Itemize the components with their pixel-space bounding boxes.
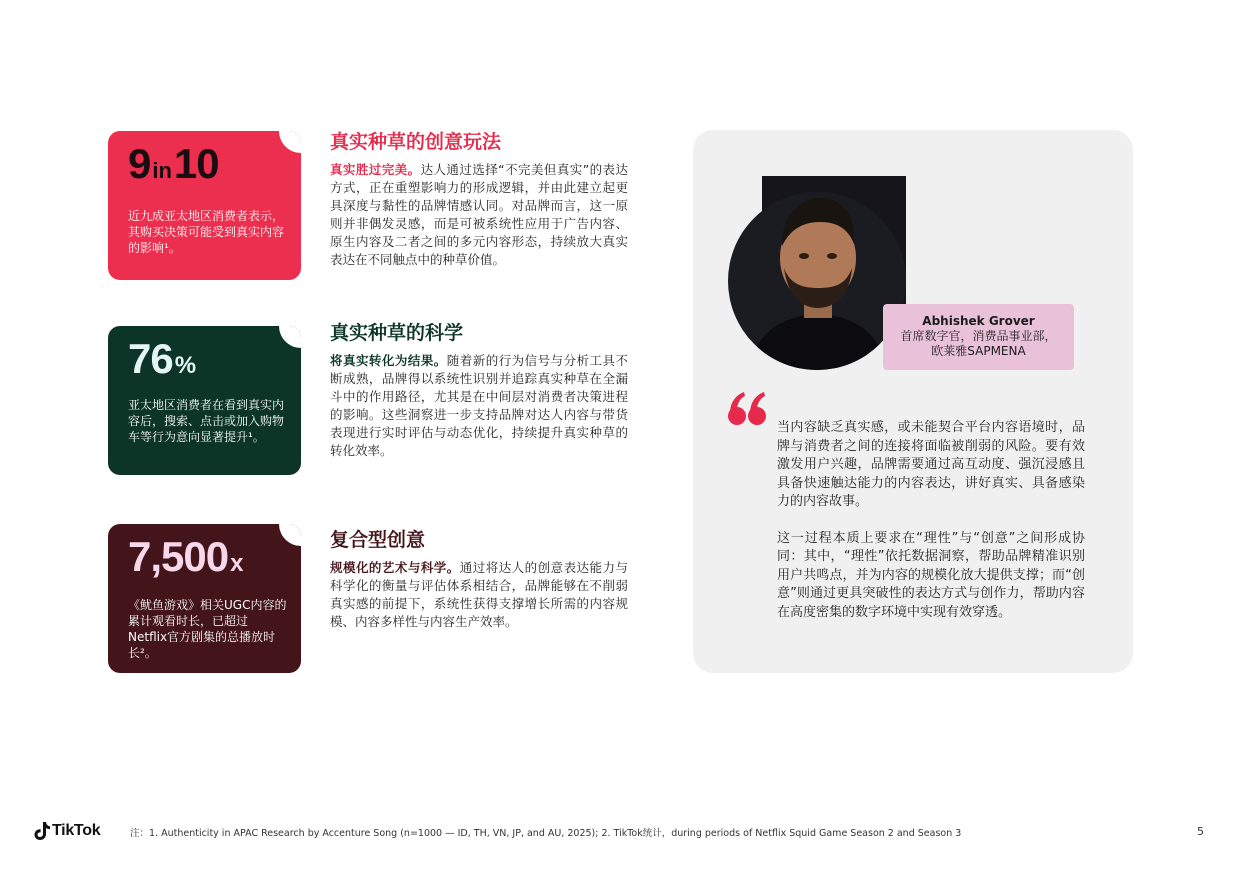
stat-card-9-in-10	[108, 131, 301, 280]
speaker-company: 欧莱雅SAPMENA	[931, 344, 1026, 358]
section-body	[330, 559, 628, 631]
stat-number: 9	[128, 140, 151, 187]
stat-description: 近九成亚太地区消费者表示，其购买决策可能受到真实内容的影响¹。	[128, 209, 285, 255]
section-body	[330, 352, 628, 460]
section-lead: 规模化的艺术与科学。	[330, 560, 460, 575]
stat-description: 亚太地区消费者在看到真实内容后，搜索、点击或加入购物车等行为意向显著提升¹。	[128, 398, 285, 444]
stat-card-76-percent	[108, 326, 301, 475]
page-number: 5	[1197, 825, 1204, 838]
section-science	[330, 321, 628, 460]
section-creative-play	[330, 130, 628, 269]
speaker-name: Abhishek Grover	[922, 314, 1035, 328]
tiktok-wordmark: TikTok	[52, 822, 101, 839]
section-hybrid-creative	[330, 528, 628, 631]
section-text: 随着新的行为信号与分析工具不断成熟，品牌得以系统性识别并追踪真实种草在全漏斗中的作用路径，尤其是在中间层对消费者决策进程的影响。这些洞察进一步支持品牌对达人内容与带货表现进行实时评估与动态优化，持续提升真实种草的转化效率。	[330, 353, 628, 458]
section-lead: 将真实转化为结果。	[330, 353, 447, 368]
section-title: 真实种草的创意玩法	[330, 131, 502, 153]
section-title: 复合型创意	[330, 529, 426, 551]
section-lead: 真实胜过完美。	[330, 162, 421, 177]
quote-paragraph-1: 当内容缺乏真实感，或未能契合平台内容语境时，品牌与消费者之间的连接将面临被削弱的风险。要有效激发用户兴趣，品牌需要通过高互动度、强沉浸感且具备快速触达能力的内容表达，讲好真实、具备感染力的内容故事。	[777, 420, 1085, 509]
section-text: 达人通过选择“不完美但真实”的表达方式，正在重塑影响力的形成逻辑，并由此建立起更具深度与黏性的品牌情感认同。对品牌而言，这一原则并非偶发灵感，而是可被系统性应用于广告内容、原生内容及二者之间的多元内容形态，持续放大真实表达在不同触点中的种草价值。	[330, 162, 628, 267]
speaker-portrait	[728, 176, 906, 370]
stat-number: 7,500	[128, 533, 229, 580]
tiktok-note-icon	[34, 822, 50, 840]
stat-value	[128, 335, 197, 382]
quote-text	[777, 419, 1085, 622]
stat-description: 《鱿鱼游戏》相关UGC内容的累计观看时长，已超过Netflix官方剧集的总播放时长²。	[128, 598, 287, 660]
quote-mark-icon	[727, 392, 767, 428]
tiktok-logo	[34, 821, 100, 841]
footnote: 注：1. Authenticity in APAC Research by Accenture Song (n=1000 — ID, TH, VN, JP, and AU, 2025); 2. TikTok统计，during periods of Netflix Squid Game Season 2 and Season 3	[130, 828, 962, 839]
speaker-name-tag	[883, 304, 1074, 370]
stat-suffix: %	[174, 352, 197, 379]
quote-paragraph-2: 这一过程本质上要求在“理性”与“创意”之间形成协同：其中，“理性”依托数据洞察，帮助品牌精准识别用户共鸣点，并为内容的规模化放大提供支撑；而“创意”则通过更具突破性的表达方式与创作力，帮助内容在高度密集的数字环境中实现有效穿透。	[777, 530, 1085, 620]
stat-value	[128, 140, 219, 187]
section-text: 通过将达人的创意表达能力与科学化的衡量与评估体系相结合，品牌能够在不削弱真实感的前提下，系统性获得支撑增长所需的内容规模、内容多样性与内容生产效率。	[330, 560, 628, 629]
quote-panel	[693, 130, 1133, 673]
stat-value	[128, 533, 244, 580]
stat-number: 76	[128, 335, 173, 382]
stat-connector: in	[152, 158, 172, 183]
speaker-role: 首席数字官，消费品事业部，	[900, 329, 1057, 343]
stat-card-7500x	[108, 524, 301, 673]
section-body	[330, 161, 628, 269]
section-title: 真实种草的科学	[330, 322, 464, 344]
stat-suffix: x	[230, 550, 244, 577]
stat-number-2: 10	[173, 140, 219, 187]
